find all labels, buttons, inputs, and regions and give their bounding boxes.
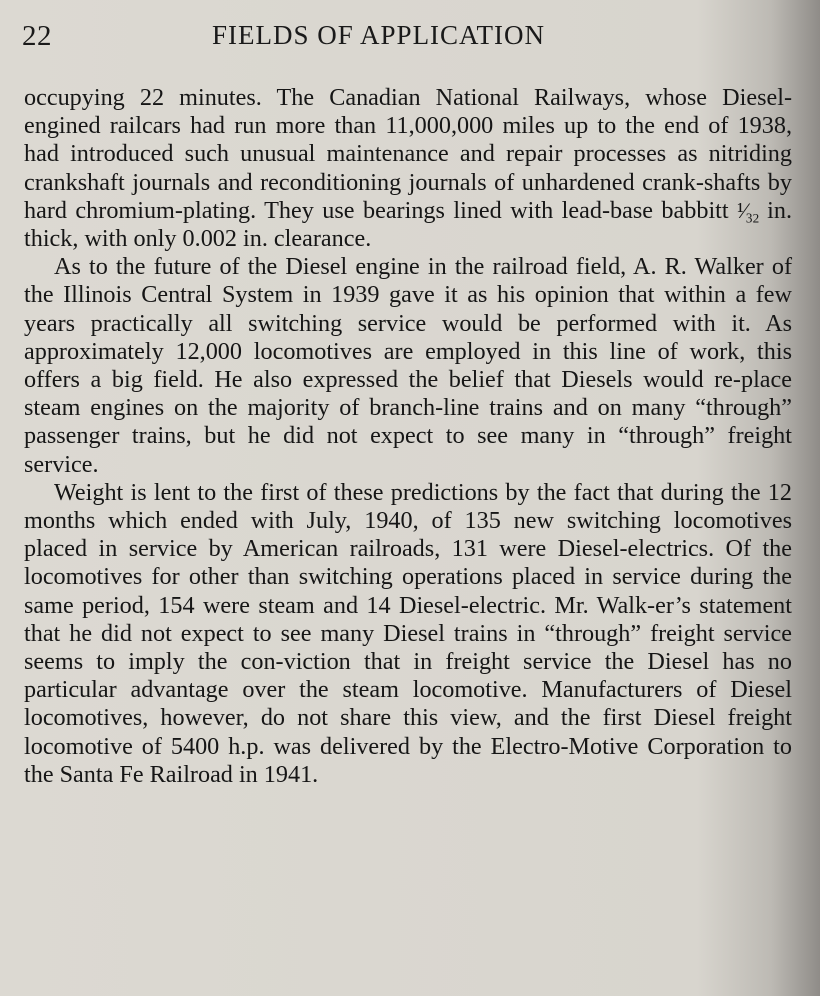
- page-number: 22: [22, 20, 52, 52]
- paragraph-1-text-a: occupying 22 minutes. The Canadian National Railways, whose Diesel-engined railcars had run more than 11,000,000 miles up to the end of 1938, had introduced such unusual maintenance and repair processes as nitriding crankshaft journals and reconditioning journals of unhardened crank-shafts by hard chromium-plating. They use bearings lined with lead-base babbitt: [24, 84, 792, 224]
- paragraph-2: As to the future of the Diesel engine in the railroad field, A. R. Walker of the Illinois Central System in 1939 gave it as his opinion that within a few years practically all switching service would be performed with it. As approximately 12,000 locomotives are employed in this line of work, this offers a big field. He also expressed the belief that Diesels would re-place steam engines on the majority of branch-line trains and on many “through” passenger trains, but he did not expect to see many in “through” freight service.: [24, 253, 792, 478]
- body-text: [24, 84, 792, 789]
- paragraph-1: [24, 84, 792, 253]
- page-header: [22, 20, 790, 60]
- running-head: FIELDS OF APPLICATION: [212, 20, 546, 50]
- fraction-one-thirty-second: ¹⁄₃₂: [737, 197, 759, 223]
- paragraph-1-text-b: in. thick, with only 0.002 in. clearance.: [24, 196, 792, 253]
- paragraph-3: Weight is lent to the first of these predictions by the fact that during the 12 months which ended with July, 1940, of 135 new switching locomotives placed in service by American railroads, 131 were Diesel-electrics. Of the locomotives for other than switching operations placed in service during the same period, 154 were steam and 14 Diesel-electric. Mr. Walk-er’s statement that he did not expect to see many Diesel trains in “through” freight service seems to imply the con-viction that in freight service the Diesel has no particular advantage over the steam locomotive. Manufacturers of Diesel locomotives, however, do not share this view, and the first Diesel freight locomotive of 5400 h.p. was delivered by the Electro-Motive Corporation to the Santa Fe Railroad in 1941.: [24, 478, 792, 788]
